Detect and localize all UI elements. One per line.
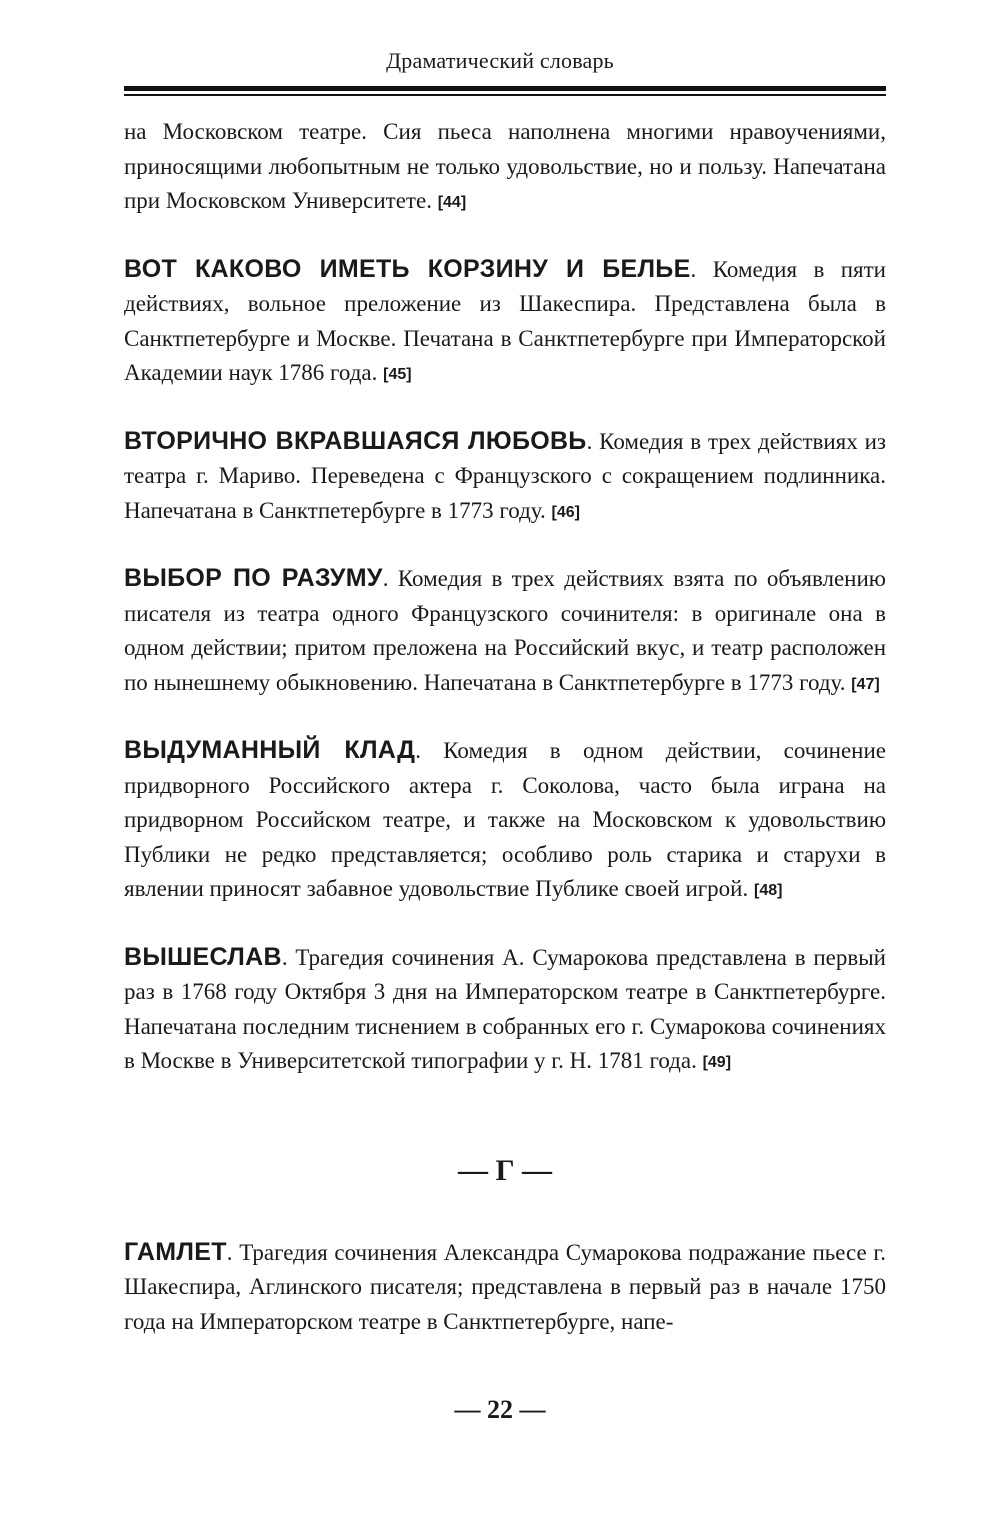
entry-text: . Комедия в одном действии, сочинение придворного Российского актера г. Соколова, часто была играна на придворном Российском театре, и также на Московском к удовольствию Публики не редко представляется; особливо роль старика и старухи в явлении приносят забавное удовольствие Публике своей игрой. (124, 738, 887, 901)
entry-text: на Московском театре. Сия пьеса наполнена многими нравоучениями, приносящими любопытным не только удовольствие, но и пользу. Напечатана при Московском Университете. (124, 119, 886, 213)
dictionary-entry (124, 561, 886, 702)
entry-text: . Комедия в трех действиях из театра г. Мариво. Переведена с Французского с сокращением подлинника. Напечатана в Санктпетербурге в 1773 году. (124, 428, 886, 523)
dictionary-entry (124, 252, 886, 393)
entry-headword: ГАМЛЕТ (124, 1237, 227, 1266)
entry-text: . Комедия в трех действиях взята по объявлению писателя из театра одного Французского сочинителя: в оригинале она в одном действии; притом преложена на Российский вкус, и театр расположен по нынешнему обыкновению. Напечатана в Санктпетербурге в 1773 году. (124, 566, 886, 695)
entry-reference: [48] (754, 882, 783, 899)
entry-text: . Трагедия сочинения А. Сумарокова представлена в первый раз в 1768 году Октября 3 дня на Императорском театре в Санктпетербурге. Напечатана последним тиснением в собранных его г. Сумарокова сочинениях в Москве в Университетской типографии у г. Н. 1781 года. (124, 944, 886, 1073)
entry-headword: ВОТ КАКОВО ИМЕТЬ КОРЗИНУ И БЕЛЬЕ (124, 254, 691, 283)
page-number: — 22 — (454, 1395, 546, 1424)
dictionary-entry (124, 1235, 886, 1340)
entry-headword: ВЫШЕСЛАВ (124, 942, 282, 971)
entry-reference: [49] (702, 1054, 732, 1071)
entry-headword: ВЫБОР ПО РАЗУМУ (124, 564, 383, 592)
entry-reference: [47] (851, 675, 880, 693)
running-title: Драматический словарь (386, 48, 614, 73)
page-body (124, 115, 886, 1370)
dictionary-entry (124, 115, 886, 221)
entry-text: . Трагедия сочинения Александра Сумарокова подражание пьесе г. Шакеспира, Аглинского писателя; представлена в первый раз в начале 1750 года на Императорском театре в Санктпетербурге, напе- (124, 1239, 886, 1334)
dictionary-entry (124, 733, 886, 909)
entry-headword: ВЫДУМАННЫЙ КЛАД (124, 736, 416, 764)
entry-reference: [44] (437, 194, 467, 211)
entry-reference: [46] (551, 503, 580, 521)
entry-reference: [45] (383, 366, 412, 383)
entry-headword: ВТОРИЧНО ВКРАВШАЯСЯ ЛЮБОВЬ (124, 426, 587, 455)
header-rule-thick (124, 86, 886, 91)
entry-text: . Комедия в пяти действиях, вольное преложение из Шакеспира. Представлена была в Санктпетербурге и Москве. Печатана в Санктпетербурге при Императорской Академии наук 1786 года. (124, 256, 886, 385)
dictionary-entry (124, 424, 886, 531)
dictionary-entry (124, 940, 886, 1081)
header-rule-thin (124, 94, 886, 96)
section-heading-letter: — Г — (457, 1153, 553, 1187)
